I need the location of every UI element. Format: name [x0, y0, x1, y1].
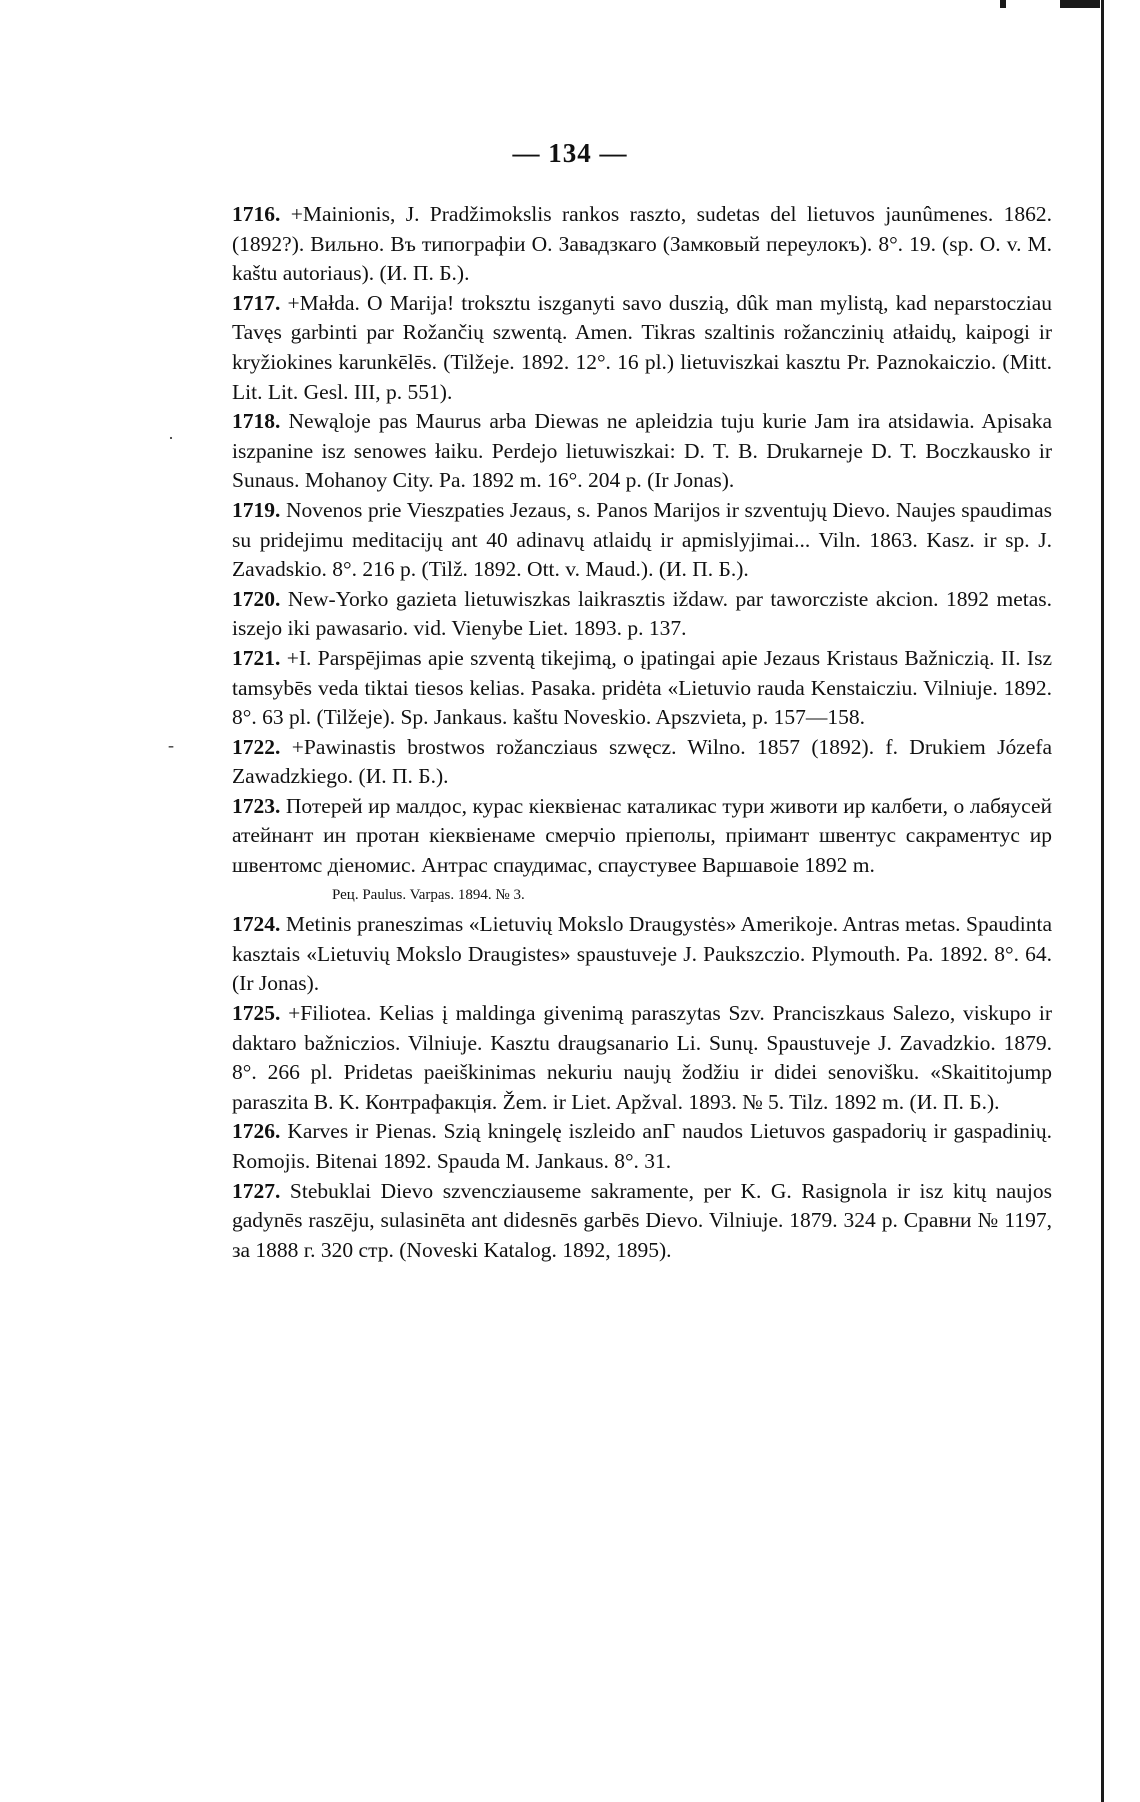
- entry-text: Karves ir Pienas. Szią kningelę iszleido anГ naudos Lietuvos gaspadorių ir gaspadinių. Romojis. Bitenai 1892. Spauda M. Jankaus. 8°. 31.: [232, 1119, 1052, 1173]
- entry-1721: [232, 644, 1052, 733]
- entry-1723-review-ref: [232, 881, 1052, 911]
- entry-text: Stebuklai Dievo szvencziauseme sakramente, per K. G. Rasignola ir isz kitų naujos gadynēs raszēju, sulasinēta ant didesnēs garbēs Dievo. Vilniuje. 1879. 324 p. Сравни № 1197, за 1888 г. 320 стр. (Noveski Katalog. 1892, 1895).: [232, 1178, 1052, 1262]
- entry-text: Metinis praneszimas «Lietuvių Mokslo Draugystės» Amerikoje. Antras metas. Spaudinta kasztais «Lietuvių Mokslo Draugistes» spaustuveje J. Paukszczio. Plymouth. Pa. 1892. 8°. 64. (Ir Jonas).: [232, 912, 1053, 996]
- entry-number: 1716.: [232, 202, 281, 226]
- entry-1725: [232, 999, 1052, 1117]
- entry-text: +I. Parspējimas apie szventą tikejimą, o įpatingai apie Jezaus Kristaus Bažniczią. II. Isz tamsybēs veda tiktai tiesos kelias. Pasaka. pridėta «Lietuvio rauda Kenstaicziu. Vilniuje. 1892. 8°. 63 pl. (Tilžeje). Sp. Jankaus. kaštu Noveskio. Apszvieta, p. 157—158.: [232, 645, 1053, 730]
- page-edge-tick: [1060, 0, 1100, 8]
- entry-number: 1726.: [232, 1119, 281, 1144]
- entry-1720: [232, 585, 1052, 644]
- entry-text: New-Yorko gazieta lietuwiszkas laikrasztis iždaw. par taworcziste akcion. 1892 metas. iszejo iki pawasario. vid. Vienybe Liet. 1893. p. 137.: [232, 586, 1053, 641]
- entry-1718: [232, 407, 1052, 496]
- entry-1716: [232, 200, 1052, 289]
- entry-text: +Pawinastis brostwos rožancziaus szwęcz. Wilno. 1857 (1892). f. Drukiem Józefa Zawadzkiego. (И. П. Б.).: [232, 734, 1052, 789]
- margin-dot: ·: [168, 428, 174, 448]
- entry-number: 1725.: [232, 1001, 281, 1026]
- entry-number: 1721.: [232, 645, 281, 670]
- entry-text: Newąloje pas Maurus arba Diewas ne apleidzia tuju kurie Jam ira atsidawia. Apisaka iszpanine isz senowes łaiku. Perdejo lietuwiszkai: D. T. B. Drukarneje D. T. Boczkausko ir Sunaus. Mohanoy City. Pa. 1892 m. 16°. 204 p. (Ir Jonas).: [232, 409, 1052, 493]
- entry-1722: [232, 733, 1052, 792]
- entry-text: Потерей ир малдос, курас кiеквiенас каталикас тури животи ир калбети, о лабяусей атейнант ин протан кiеквiенаме смерчiо прiеполы, прiимант швентус сакраментус ир швентомс дiеномис. Антрас спаудимас, спаустувее Варшавоiе 1892 m.: [232, 793, 1052, 878]
- entry-1726: [232, 1117, 1052, 1176]
- entry-text: +Mainionis, J. Pradžimokslis rankos raszto, sudetas del lietuvos jaunûmenes. 1862. (1892?). Вильно. Въ типографіи О. Завадзкаго (Замковый переулокъ). 8°. 19. (sp. O. v. M. kaštu autoriaus). (И. П. Б.).: [232, 202, 1052, 286]
- page-number: — 134 —: [512, 138, 628, 168]
- entry-text: +Filiotea. Kelias į maldinga givenimą paraszytas Szv. Pranciszkaus Salezo, viskupo ir daktaro bažniczios. Vilniuje. Kasztu draugsanario Li. Sunų. Spaustuveje J. Zavadzkio. 1879. 8°. 266 pl. Pridetas paeiškinimas nekuriu naujų žodžiu ir didei senovišku. «Skaititojump paraszita B. K. Контрафакція. Žem. ir Liet. Apžval. 1893. № 5. Tilz. 1892 m. (И. П. Б.).: [232, 1001, 1052, 1114]
- entry-text: Рец. Paulus. Varpas. 1894. № 3.: [332, 886, 525, 903]
- page-edge-line: [1101, 0, 1104, 1802]
- entry-number: 1717.: [232, 290, 281, 315]
- entry-1717: [232, 289, 1052, 407]
- entry-number: 1727.: [232, 1178, 281, 1203]
- entry-text: Novenos prie Vieszpaties Jezaus, s. Panos Marijos ir szventujų Dievo. Naujes spaudimas su pridejimu meditacijų ant 40 adinavų atlaidų ir apmislyjimai... Viln. 1863. Kasz. ir sp. J. Zavadskio. 8°. 216 p. (Tilž. 1892. Ott. v. Maud.). (И. П. Б.).: [232, 497, 1052, 582]
- entry-text: +Małda. O Marija! troksztu iszganyti savo duszią, dûk man mylistą, kad neparstocziau Tavęs garbinti par Rožančių szwentą. Amen. Tikras szaltinis rožanczinių atłaidų, kaipogi ir kryžiokines karunkēlēs. (Tilžeje. 1892. 12°. 16 pl.) lietuviszkai kasztu Pr. Paznokaiczio. (Mitt. Lit. Lit. Gesl. III, p. 551).: [232, 290, 1052, 404]
- entry-number: 1719.: [232, 497, 281, 522]
- entry-number: 1718.: [232, 409, 281, 434]
- entry-1719: [232, 496, 1052, 585]
- margin-dash: -: [168, 735, 174, 755]
- entry-number: 1720.: [232, 586, 281, 611]
- entry-1724: [232, 910, 1052, 999]
- entry-1723: [232, 792, 1052, 881]
- entry-1727: [232, 1177, 1052, 1266]
- page-edge-tick: [1000, 0, 1006, 8]
- entry-number: 1724.: [232, 912, 281, 937]
- entry-number: 1723.: [232, 793, 281, 818]
- entry-number: 1722.: [232, 734, 281, 759]
- bibliography-list: [232, 200, 1052, 1265]
